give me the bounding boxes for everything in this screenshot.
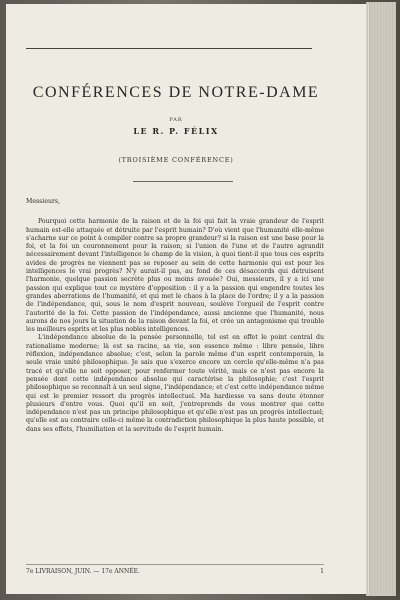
book-page <box>6 4 366 594</box>
page-edges <box>366 2 396 596</box>
par-label: PAR <box>169 117 183 123</box>
top-rule <box>26 48 312 49</box>
footer-rule <box>26 564 324 565</box>
author-name: LE R. P. FÉLIX <box>133 126 219 136</box>
paragraph-1: Pourquoi cette harmonie de la raison et de la foi qui fait la vraie grandeur de l'esprit humain est-elle attaquée et détruite par l'esprit humain? D'où vient que l'humanité elle-même s'acharne sur ce point à compiler contre sa propre grandeur? si la raison est une base pour la foi, et la foi un couronnement pour la raison; si l'union de l'une et de l'autre agrandit nécessairement devant l'intelligence le champ de la vision, à quoi tient-il que tous ces esprits avides de progrès ne viennent pas se reposer au sein de cette harmonie qui est pour les intelligences le vrai progrès? N'y aurait-il pas, au fond de ces désaccords qui détruisent l'harmonie, quelque passion secrète plus ou moins avouée? Oui, messieurs, il y a ici une passion qui explique tout ce mystère d'opposition : il y a la passion qui engendre toutes les grandes aberrations de l'humanité, et qui met le chaos à la place de l'ordre; il y a la passion de l'indépendance, qui, sous le nom d'esprit nouveau, soulève l'orgueil de l'esprit contre l'autorité de la foi. Cette passion de l'indépendance, aussi ancienne que l'humanité, nous aurons de nos jours la situation de la raison devant la foi, et crée un antagonisme qui trouble les meilleurs esprits et les plus nobles intelligences. <box>26 218 324 334</box>
article-body <box>26 198 324 434</box>
conference-subtitle: (TROISIÈME CONFÉRENCE) <box>118 156 234 164</box>
page-title: CONFÉRENCES DE NOTRE-DAME <box>32 84 320 101</box>
paragraph-2: L'indépendance absolue de la pensée personnelle, tel est en effet le point central du rationalisme moderne; là est sa racine, sa vie, son essence même : libre pensée, libre réflexion, indépendance absolue; c'est, selon la parole même d'un esprit contemporain, la seule vraie unité philosophique. Je sais que s'exerce encore un cercle qu'elle-même n'a pas tracé et qu'elle ne soit opposer, pour renfermer toute vérité, mais ce n'est pas encore la pensée dont cette indépendance absolue qui caractérise la philosophie; c'est l'esprit philosophique se reconnaît à un seul signe, l'indépendance; et c'est cette indépendance même qui est le premier ressort du progrès intellectuel. Ma hardiesse va sans doute étonner plusieurs d'entre vous. Quoi qu'il en soit, j'entreprends de vous montrer que cette indépendance n'est pas un principe philosophique et qu'elle n'est pas un progrès intellectuel; qu'elle est au contraire celle-ci même la contradiction philosophique la plus haute possible, et dans ses effets, l'humiliation et la servitude de l'esprit humain. <box>26 334 324 433</box>
title-rule <box>133 181 233 182</box>
page-footer <box>26 568 324 578</box>
issue-info: 7e LIVRAISON, JUIN. — 17e ANNÉE. <box>26 568 140 575</box>
salutation: Messieurs, <box>26 198 61 205</box>
page-number: 1 <box>320 568 324 575</box>
